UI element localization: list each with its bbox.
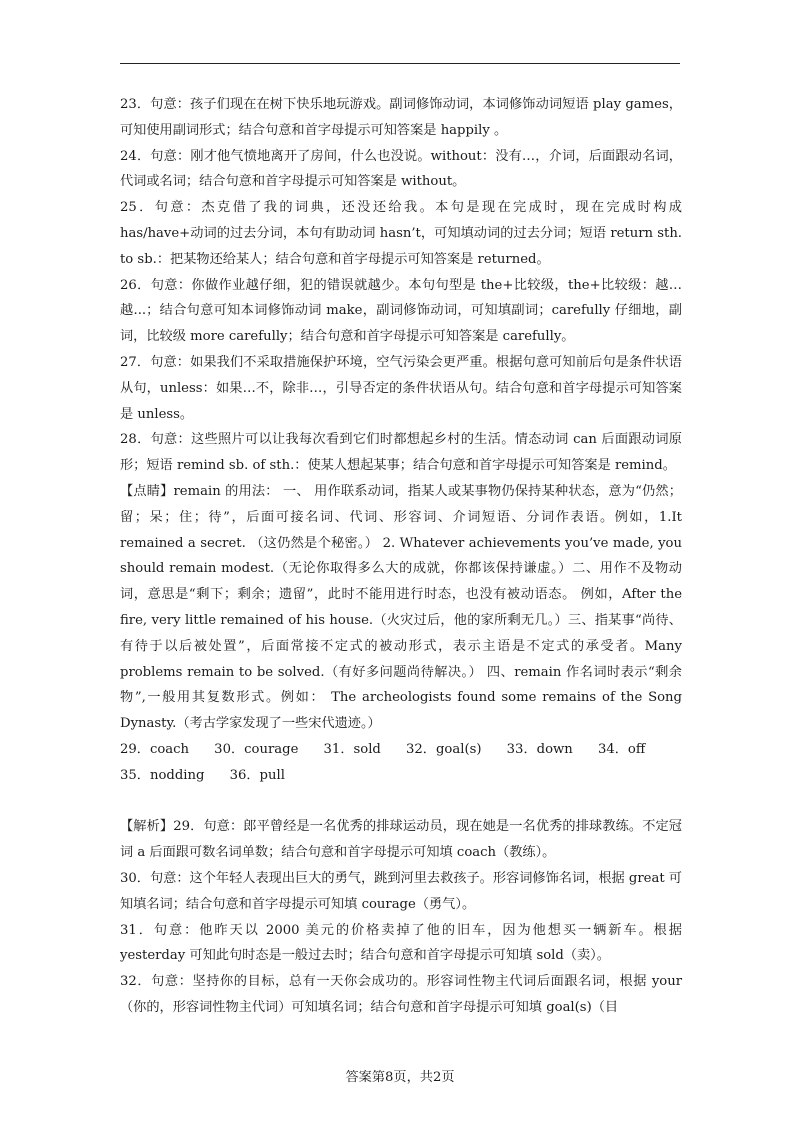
page-footer: 答案第8页，共2页 bbox=[345, 1070, 455, 1085]
blank-line bbox=[120, 789, 682, 815]
answer-28: 28．句意：这些照片可以让我每次看到它们时都想起乡村的生活。情态动词 can 后面跟动词原形；短语 remind sb. of sth.：使某人想起某事；结合句意和首字母提示可知答案是 remind。 bbox=[120, 432, 682, 474]
analysis-30: 30．句意：这个年轻人表现出巨大的勇气，跳到河里去救孩子。形容词修饰名词，根据 great 可知填名词；结合句意和首字母提示可知填 courage（勇气）。 bbox=[120, 870, 682, 912]
answer-27: 27．句意：如果我们不采取措施保护环境，空气污染会更严重。根据句意可知前后句是条件状语从句，unless：如果…不，除非…，引导否定的条件状语从句。结合句意和首字母提示可知答案是 unless。 bbox=[120, 354, 682, 422]
answer-23: 23．句意：孩子们现在在树下快乐地玩游戏。副词修饰动词，本词修饰动词短语 play games，可知使用副词形式；结合句意和首字母提示可知答案是 happily 。 bbox=[120, 97, 682, 138]
analysis-31: 31．句意：他昨天以 2000 美元的价格卖掉了他的旧车，因为他想买一辆新车。根据 yesterday 可知此句时态是一般过去时；结合句意和首字母提示可知填 sold（卖）。 bbox=[120, 922, 682, 964]
analysis-29: 【解析】29．句意：郎平曾经是一名优秀的排球运动员，现在她是一名优秀的排球教练。不定冠词 a 后面跟可数名词单数；结合句意和首字母提示可知填 coach（教练）。 bbox=[120, 819, 682, 861]
analysis-32: 32．句意：坚持你的目标，总有一天你会成功的。形容词性物主代词后面跟名词，根据 your（你的，形容词性物主代词）可知填名词；结合句意和首字母提示可知填 goal(s)（目 bbox=[120, 974, 682, 1015]
answer-26: 26．句意：你做作业越仔细，犯的错误就越少。本句句型是 the+比较级，the+比较级：越…越...；结合句意可知本词修饰动词 make，副词修饰动词，可知填副词；carefully 仔细地，副词，比较级 more carefully；结合句意和首字母提示可知答案是 carefully。 bbox=[120, 277, 682, 345]
answer-content bbox=[120, 92, 682, 1021]
answer-24: 24．句意：刚才他气愤地离开了房间，什么也没说。without：没有…，介词，后面跟动名词，代词或名词；结合句意和首字母提示可知答案是 without。 bbox=[120, 148, 682, 190]
tips-remain: 【点睛】remain 的用法： 一、 用作联系动词，指某人或某事物仍保持某种状态，意为“仍然；留；呆；住；待”，后面可接名词、代词、形容词、介词短语、分词作表语。例如，1.It remained a secret. （这仍然是个秘密。） 2. Whatever achievements you’ve made, you should remain modest.（无论你取得多么大的成就，你都该保持谦虚。）二、用作不及物动词，意思是“剩下；剩余；遗留”，此时不能用进行时态，也没有被动语态。 例如，After the fire, very little remained of his house.（火灾过后，他的家所剩无几。）三、指某事“尚待、有待于以后被处置”，后面常接不定式的被动形式，表示主语是不定式的承受者。Many problems remain to be solved.（有好多问题尚待解决。） 四、remain 作名词时表示“剩余物”,一般用其复数形式。例如： The archeologists found some remains of the Song Dynasty.（考古学家发现了一些宋代遗迹。） bbox=[120, 483, 682, 732]
answer-key-29-36: 29．coach 30．courage 31．sold 32．goal(s) 33．down 34．off 35．nodding 36．pull bbox=[120, 741, 671, 783]
header-rule bbox=[120, 63, 680, 64]
answer-25: 25．句意：杰克借了我的词典，还没还给我。本句是现在完成时，现在完成时构成 has/have+动词的过去分词，本句有助动词 hasn’t，可知填动词的过去分词；短语 return sth. to sb.：把某物还给某人；结合句意和首字母提示可知答案是 returned。 bbox=[120, 200, 682, 267]
